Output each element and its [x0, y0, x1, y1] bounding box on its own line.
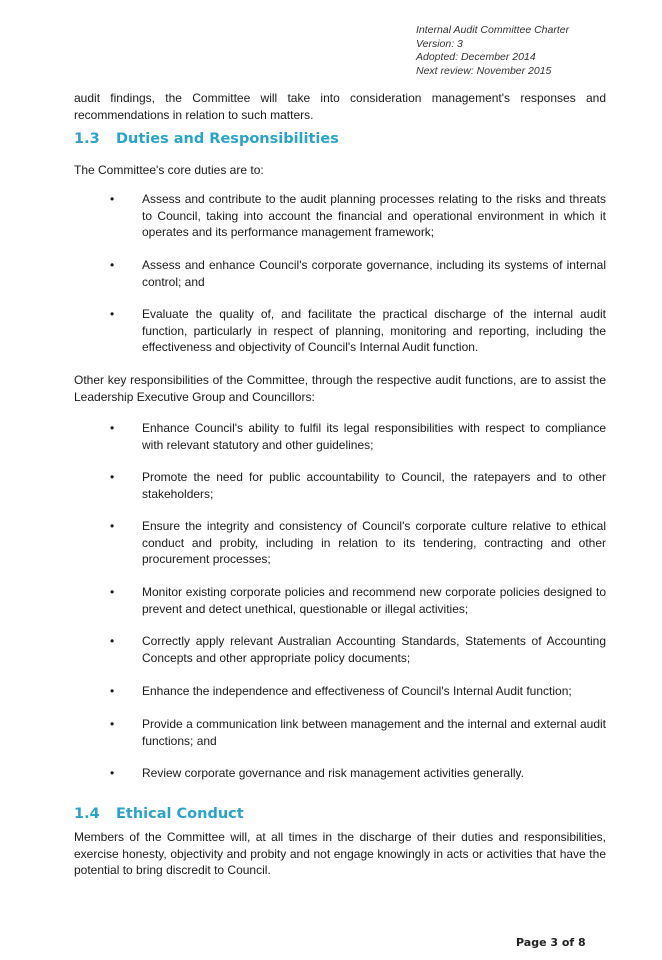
list-item-text: Assess and enhance Council's corporate governance, including its systems of internal control; and [142, 258, 606, 289]
section-title: Duties and Responsibilities [116, 131, 339, 147]
bullet-marker: • [110, 470, 115, 484]
bullet-marker: • [110, 519, 115, 533]
list-item [110, 683, 606, 700]
page-number: Page 3 of 8 [516, 936, 586, 949]
list-item-text: Promote the need for public accountability to Council, the ratepayers and to other stakeholders; [142, 470, 606, 501]
list-item [110, 584, 606, 617]
list-item [110, 633, 606, 666]
list-item [110, 257, 606, 290]
list-item [110, 518, 606, 568]
list-item-text: Ensure the integrity and consistency of Council's corporate culture relative to ethical conduct and probity, including in relation to its tendering, contracting and other procurement processes; [142, 519, 606, 566]
core-duties-lead: The Committee's core duties are to: [74, 163, 264, 177]
bullet-marker: • [110, 307, 115, 321]
bullet-marker: • [110, 258, 115, 272]
bullet-marker: • [110, 684, 115, 698]
section-heading-1-3 [74, 131, 339, 147]
document-header [416, 24, 616, 78]
list-item [110, 765, 606, 782]
list-item [110, 420, 606, 453]
bullet-marker: • [110, 585, 115, 599]
document-adopted-date: Adopted: December 2014 [416, 51, 536, 63]
list-item [110, 191, 606, 241]
section-number: 1.4 [74, 806, 100, 822]
list-item-text: Assess and contribute to the audit planning processes relating to the risks and threats to Council, taking into account the financial and operational environment in which it operates and its performance management framework; [142, 192, 606, 239]
list-item-text: Enhance the independence and effectiveness of Council's Internal Audit function; [142, 684, 572, 698]
ethical-conduct-paragraph: Members of the Committee will, at all times in the discharge of their duties and responsibilities, exercise honesty, objectivity and probity and not engage knowingly in acts or activities that have the potential to bring discredit to Council. [74, 830, 606, 877]
bullet-marker: • [110, 421, 115, 435]
section-heading-1-4 [74, 806, 244, 822]
list-item-text: Correctly apply relevant Australian Accounting Standards, Statements of Accounting Concepts and other appropriate policy documents; [142, 634, 606, 665]
list-item-text: Review corporate governance and risk management activities generally. [142, 766, 524, 780]
list-item [110, 469, 606, 502]
list-item [110, 306, 606, 356]
list-item [110, 716, 606, 749]
document-title: Internal Audit Committee Charter [416, 24, 570, 36]
list-item-text: Evaluate the quality of, and facilitate the practical discharge of the internal audit function, particularly in respect of planning, monitoring and reporting, including the effectiveness and objectivity of Council's Internal Audit function. [142, 307, 606, 354]
document-next-review: Next review: November 2015 [416, 64, 552, 77]
bullet-marker: • [110, 717, 115, 731]
list-item-text: Provide a communication link between management and the internal and external audit functions; and [142, 717, 606, 748]
other-responsibilities-lead: Other key responsibilities of the Committee, through the respective audit functions, are to assist the Leadership Executive Group and Councillors: [74, 373, 606, 404]
bullet-marker: • [110, 192, 115, 206]
bullet-marker: • [110, 634, 115, 648]
list-item-text: Monitor existing corporate policies and recommend new corporate policies designed to prevent and detect unethical, questionable or illegal activities; [142, 585, 606, 616]
list-item-text: Enhance Council's ability to fulfil its legal responsibilities with respect to compliance with relevant statutory and other guidelines; [142, 421, 606, 452]
section-number: 1.3 [74, 131, 100, 147]
document-version: Version: 3 [416, 37, 463, 50]
intro-continuation-paragraph: audit findings, the Committee will take into consideration management's responses and recommendations in relation to such matters. [74, 91, 606, 122]
section-title: Ethical Conduct [116, 806, 244, 822]
bullet-marker: • [110, 766, 115, 780]
